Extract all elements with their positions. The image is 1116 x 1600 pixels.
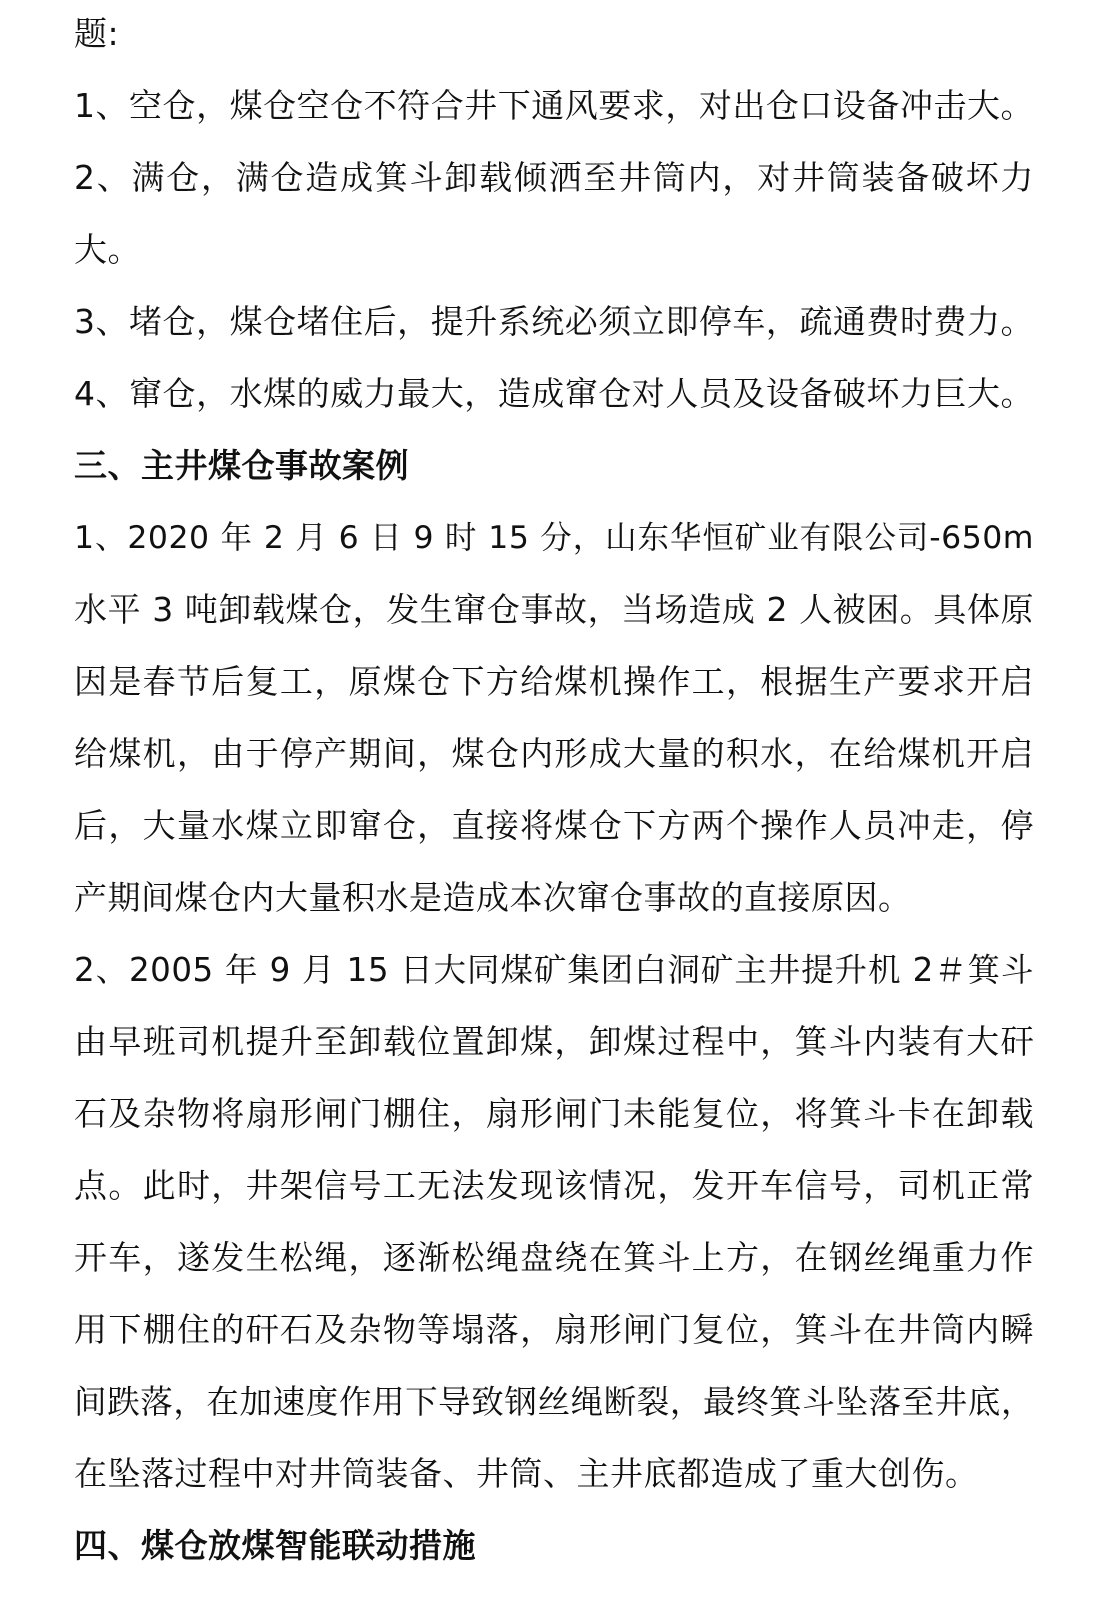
text-line: 2、2005 年 9 月 15 日大同煤矿集团白洞矿主井提升机 2＃箕斗 [74, 951, 1034, 989]
text-line: 水平 3 吨卸载煤仓，发生窜仓事故，当场造成 2 人被困。具体原 [74, 590, 1034, 629]
text-line: 产期间煤仓内大量积水是造成本次窜仓事故的直接原因。 [74, 878, 912, 917]
text-line: 点。此时，井架信号工无法发现该情况，发开车信号，司机正常 [74, 1166, 1034, 1205]
text-line: 题: [74, 14, 120, 53]
text-line: 开车，遂发生松绳，逐渐松绳盘绕在箕斗上方，在钢丝绳重力作 [74, 1238, 1034, 1277]
text-line: 1、2020 年 2 月 6 日 9 时 15 分，山东华恒矿业有限公司-650m [74, 520, 1034, 556]
text-line: 后，大量水煤立即窜仓，直接将煤仓下方两个操作人员冲走，停 [74, 806, 1034, 845]
text-line: 1、空仓，煤仓空仓不符合井下通风要求，对出仓口设备冲击大。 [74, 86, 1034, 125]
text-line: 用下棚住的矸石及杂物等塌落，扇形闸门复位，箕斗在井筒内瞬 [74, 1310, 1034, 1349]
text-line: 石及杂物将扇形闸门棚住，扇形闸门未能复位，将箕斗卡在卸载 [74, 1094, 1034, 1133]
document-body [74, 0, 1034, 1582]
text-line: 4、窜仓，水煤的威力最大，造成窜仓对人员及设备破坏力巨大。 [74, 374, 1034, 413]
text-line: 间跌落，在加速度作用下导致钢丝绳断裂，最终箕斗坠落至井底， [74, 1383, 1034, 1421]
section-heading: 四、煤仓放煤智能联动措施 [74, 1526, 476, 1565]
text-line: 因是春节后复工，原煤仓下方给煤机操作工，根据生产要求开启 [74, 662, 1034, 701]
text-line: 在坠落过程中对井筒装备、井筒、主井底都造成了重大创伤。 [74, 1454, 979, 1493]
text-line: 给煤机，由于停产期间，煤仓内形成大量的积水，在给煤机开启 [74, 734, 1034, 773]
section-heading: 三、主井煤仓事故案例 [74, 446, 409, 485]
text-line: 2、满仓，满仓造成箕斗卸载倾洒至井筒内，对井筒装备破坏力 [74, 158, 1034, 197]
text-line: 3、堵仓，煤仓堵住后，提升系统必须立即停车，疏通费时费力。 [74, 302, 1034, 341]
text-line: 由早班司机提升至卸载位置卸煤，卸煤过程中，箕斗内装有大矸 [74, 1022, 1034, 1061]
text-line: 大。 [74, 230, 141, 269]
